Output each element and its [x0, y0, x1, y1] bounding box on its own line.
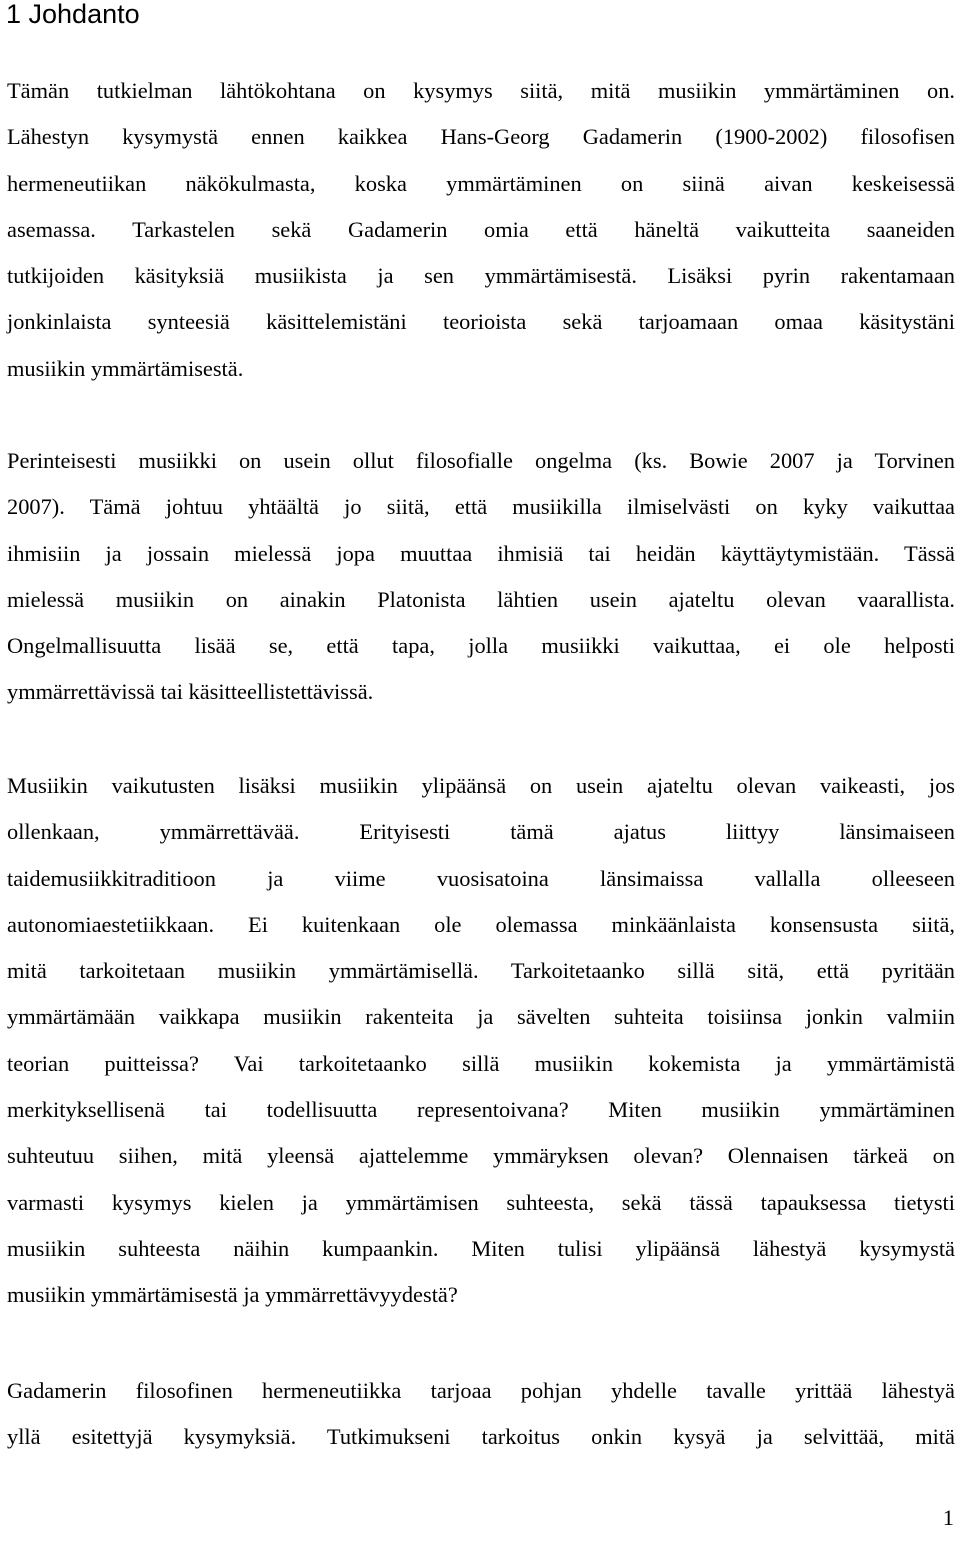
paragraph-2: [7, 438, 955, 716]
text-line: taidemusiikkitraditioon ja viime vuosisatoina länsimaissa vallalla olleeseen: [7, 865, 955, 891]
text-line: ymmärtämään vaikkapa musiikin rakenteita ja sävelten suhteita toisiinsa jonkin valmiin: [7, 1004, 955, 1030]
text-line: mielessä musiikin on ainakin Platonista lähtien usein ajateltu olevan vaarallista.: [7, 586, 955, 612]
text-line: autonomiaestetiikkaan. Ei kuitenkaan ole olemassa minkäänlaista konsensusta siitä,: [7, 911, 955, 937]
text-line: mitä tarkoitetaan musiikin ymmärtämisellä. Tarkoitetaanko sillä sitä, että pyritään: [7, 958, 955, 984]
text-line: jonkinlaista synteesiä käsittelemistäni teorioista sekä tarjoamaan omaa käsitystäni: [7, 309, 955, 335]
page-number: 1: [942, 1505, 954, 1530]
text-line: asemassa. Tarkastelen sekä Gadamerin omia että häneltä vaikutteita saaneiden: [7, 216, 955, 242]
paragraph-3: [7, 763, 955, 1319]
text-line: Lähestyn kysymystä ennen kaikkea Hans-Georg Gadamerin (1900-2002) filosofisen: [7, 124, 955, 150]
text-line: hermeneutiikan näkökulmasta, koska ymmärtäminen on siinä aivan keskeisessä: [7, 170, 955, 196]
text-line: suhteutuu siihen, mitä yleensä ajattelemme ymmäryksen olevan? Olennaisen tärkeä on: [7, 1143, 955, 1169]
text-line: Musiikin vaikutusten lisäksi musiikin ylipäänsä on usein ajateltu olevan vaikeasti, jos: [7, 773, 955, 798]
text-line: ymmärrettävissä tai käsitteellistettävissä.: [7, 679, 374, 705]
text-line: musiikin ymmärtämisestä ja ymmärrettävyydestä?: [7, 1282, 458, 1308]
text-line: varmasti kysymys kielen ja ymmärtämisen suhteesta, sekä tässä tapauksessa tietysti: [7, 1189, 955, 1215]
chapter-heading: 1 Johdanto: [6, 0, 140, 29]
text-line: ihmisiin ja jossain mielessä jopa muuttaa ihmisiä tai heidän käyttäytymistään. Tässä: [7, 540, 955, 566]
text-line: Tämän tutkielman lähtökohtana on kysymys siitä, mitä musiikin ymmärtäminen on.: [7, 78, 955, 103]
text-line: tutkijoiden käsityksiä musiikista ja sen ymmärtämisestä. Lisäksi pyrin rakentamaan: [7, 263, 955, 289]
paragraph-1: [7, 68, 955, 392]
text-line: Ongelmallisuutta lisää se, että tapa, jolla musiikki vaikuttaa, ei ole helposti: [7, 633, 955, 659]
text-line: merkityksellisenä tai todellisuutta representoivana? Miten musiikin ymmärtäminen: [7, 1097, 955, 1123]
text-line: teorian puitteissa? Vai tarkoitetaanko sillä musiikin kokemista ja ymmärtämistä: [7, 1050, 955, 1076]
text-line: yllä esitettyjä kysymyksiä. Tutkimukseni tarkoitus onkin kysyä ja selvittää, mitä: [7, 1424, 955, 1450]
text-line: Gadamerin filosofinen hermeneutiikka tarjoaa pohjan yhdelle tavalle yrittää lähestyä: [7, 1378, 955, 1403]
text-line: 2007). Tämä johtuu yhtäältä jo siitä, että musiikilla ilmiselvästi on kyky vaikuttaa: [7, 494, 955, 520]
text-line: Perinteisesti musiikki on usein ollut filosofialle ongelma (ks. Bowie 2007 ja Torvinen: [7, 448, 955, 473]
paragraph-4: [7, 1368, 955, 1461]
text-line: ollenkaan, ymmärrettävää. Erityisesti tämä ajatus liittyy länsimaiseen: [7, 819, 955, 845]
text-line: musiikin suhteesta näihin kumpaankin. Miten tulisi ylipäänsä lähestyä kysymystä: [7, 1235, 955, 1261]
text-line: musiikin ymmärtämisestä.: [7, 355, 244, 381]
